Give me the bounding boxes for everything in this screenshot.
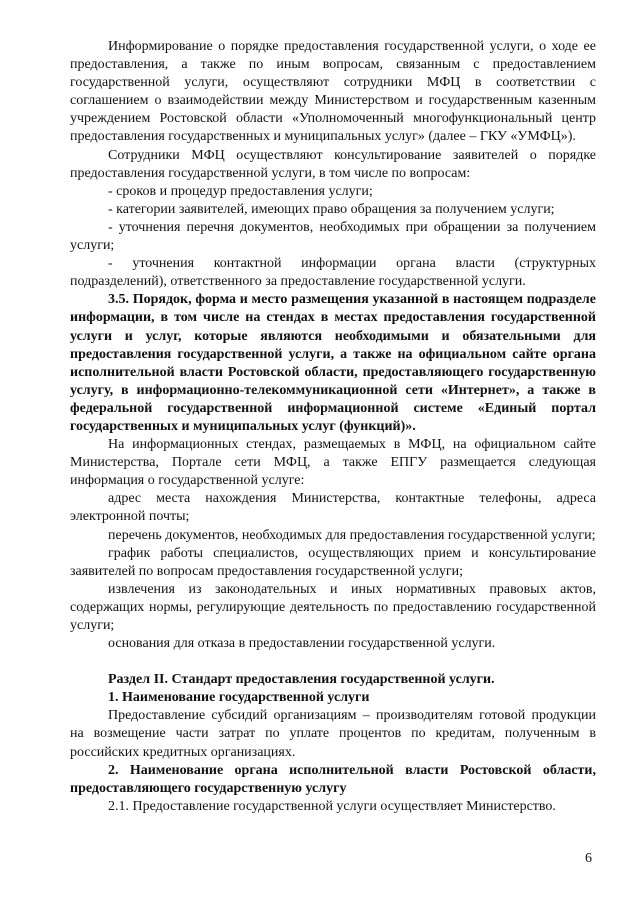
list-item: - сроков и процедур предоставления услуги; [108,183,373,199]
list-item: перечень документов, необходимых для предоставления государственной услуги; [108,527,596,543]
subsection-2-text: 2.1. Предоставление государственной услуги осуществляет Министерство. [108,798,556,814]
paragraph-consulting: Сотрудники МФЦ осуществляют консультирование заявителей о порядке предоставления государственной услуги, в том числе по вопросам: [70,147,596,181]
document-page [70,38,596,816]
list-item: извлечения из законодательных и иных нормативных правовых актов, содержащих нормы, регулирующие деятельность по предоставлению государственной услуги; [70,581,596,633]
subsection-1-heading: 1. Наименование государственной услуги [108,690,370,706]
subsection-1-text: Предоставление субсидий организациям – производителям готовой продукции на возмещение части затрат по уплате процентов по кредитам, полученным в российских кредитных организациях. [70,708,596,760]
list-item: адрес места нахождения Министерства, контактные телефоны, адреса электронной почты; [70,491,596,525]
paragraph-stands: На информационных стендах, размещаемых в МФЦ, на официальном сайте Министерства, Портале сети МФЦ, а также ЕПГУ размещается следующая информация о государственной услуге: [70,437,596,489]
subsection-2-heading: 2. Наименование органа исполнительной власти Ростовской области, предоставляющего государственную услугу [70,762,596,796]
list-item: - уточнения контактной информации органа власти (структурных подразделений), ответственного за предоставление государственной услуги. [70,256,596,290]
paragraph-mfc-informing: Информирование о порядке предоставления государственной услуги, о ходе ее предоставления, а также по иным вопросам, связанным с предоставлением государственной услуги, осуществляют сотрудники МФЦ в соответствии с соглашением о взаимодействии между Министерством и государственным казенным учреждением Ростовской области «Уполномоченный многофункциональный центр предоставления государственных и муниципальных услуг» (далее – ГКУ «УМФЦ»). [70,39,596,145]
section-spacer [70,653,596,671]
list-item: - категории заявителей, имеющих право обращения за получением услуги; [108,201,555,217]
section-2-heading: Раздел II. Стандарт предоставления государственной услуги. [108,672,495,688]
page-number: 6 [585,851,592,866]
list-item: график работы специалистов, осуществляющих прием и консультирование заявителей по вопросам предоставления государственной услуги; [70,545,596,579]
list-item: основания для отказа в предоставлении государственной услуги. [108,636,496,652]
list-item: - уточнения перечня документов, необходимых при обращении за получением услуги; [70,219,596,254]
section-3-5-heading: 3.5. Порядок, форма и место размещения указанной в настоящем подразделе информации, в том числе на стендах в местах предоставления государственной услуги и услуг, которые являются необходимыми и обязательными для предоставления государственной услуги, а также на официальном сайте органа исполнительной власти Ростовской области, предоставляющего государственную услугу, в информационно-телекоммуникационной сети «Интернет», а также в федеральной государственной информационной системе «Единый портал государственных и муниципальных услуг (функций)». [70,292,596,434]
